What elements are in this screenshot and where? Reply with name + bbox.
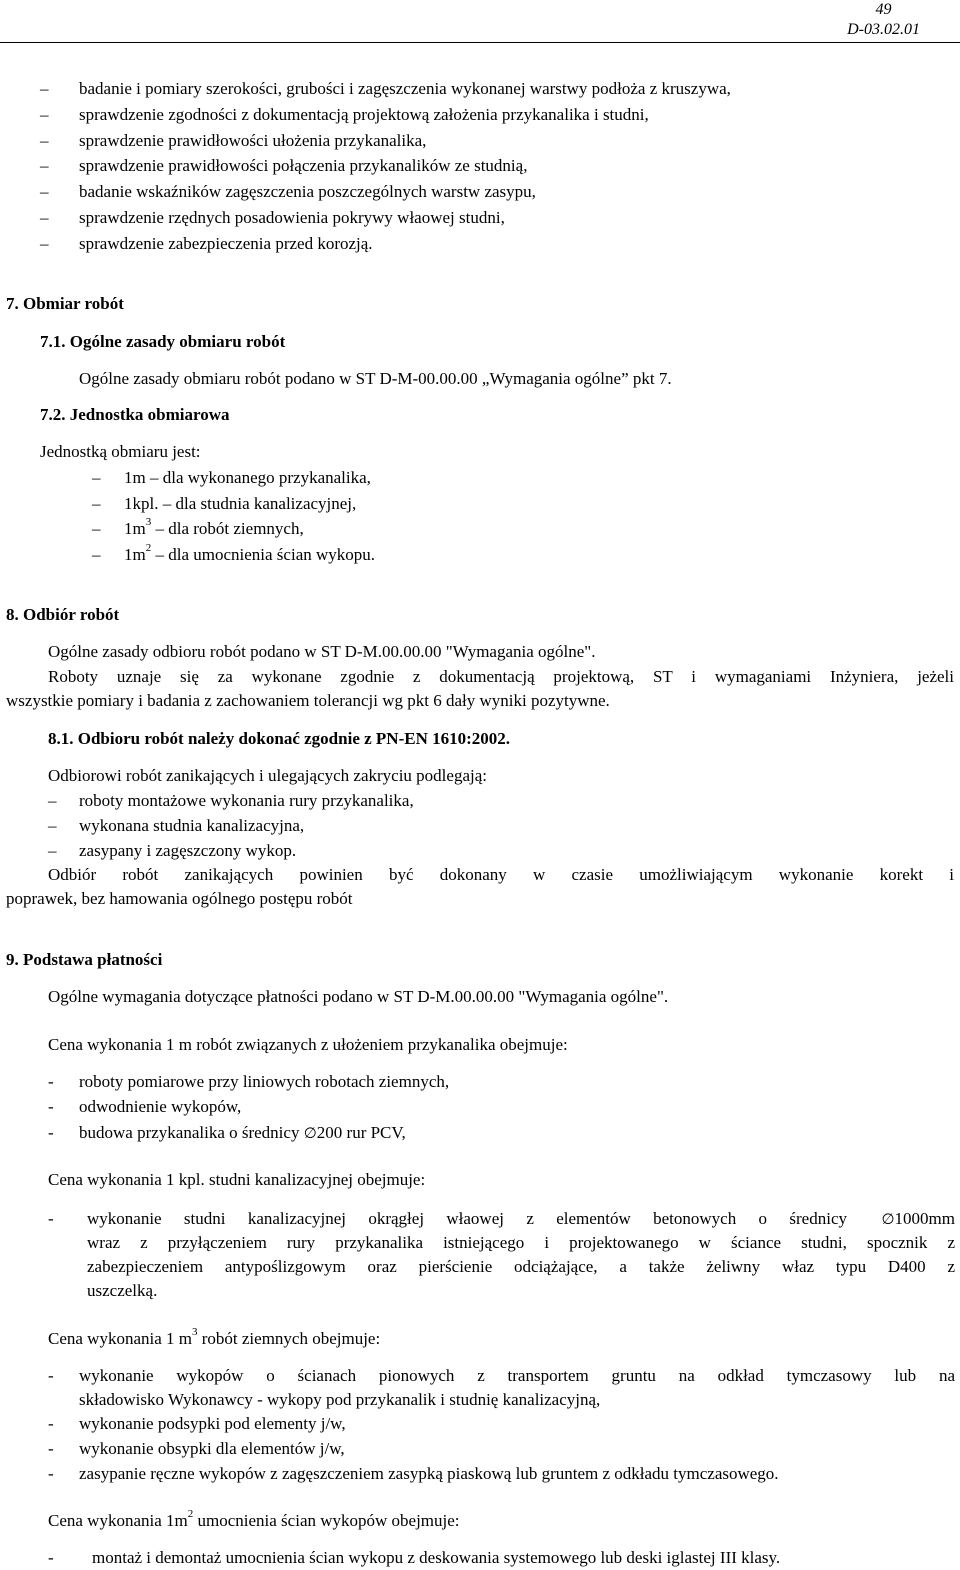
list-bullet: – [92, 545, 101, 564]
list-item: sprawdzenie zgodności z dokumentacją projektową założenia przykanalika i studni, [79, 105, 649, 124]
list-item: wykonanie podsypki pod elementy j/w, [79, 1414, 346, 1433]
list-item: roboty montażowe wykonania rury przykanalika, [79, 791, 414, 810]
section-7-2-intro: Jednostką obmiaru jest: [40, 442, 201, 461]
list-item-cont: składowisko Wykonawcy - wykopy pod przykanalik i studnię kanalizacyjną, [79, 1390, 601, 1409]
section-7-1-text: Ogólne zasady obmiaru robót podano w ST D-M-00.00.00 „Wymagania ogólne” pkt 7. [79, 369, 672, 388]
diameter-symbol: ∅ [303, 1124, 317, 1142]
section-8-1-paragraph-cont: poprawek, bez hamowania ogólnego postępu robót [6, 889, 353, 908]
section-9-heading: 9. Podstawa płatności [6, 950, 163, 969]
list-item: sprawdzenie zabezpieczenia przed korozją. [79, 234, 373, 253]
page-number: 49 [875, 1, 892, 18]
list-bullet: - [48, 1097, 54, 1116]
list-item: zasypanie ręczne wykopów z zagęszczeniem zasypką piaskową lub gruntem z odkładu tymczasowego. [79, 1464, 779, 1483]
list-item: wykonana studnia kanalizacyjna, [79, 816, 305, 835]
price-2-title: Cena wykonania 1 kpl. studni kanalizacyjnej obejmuje: [48, 1170, 426, 1189]
list-item: badanie i pomiary szerokości, grubości i zagęszczenia wykonanej warstwy podłoża z kruszywa, [79, 79, 731, 98]
header-divider [0, 42, 960, 43]
list-bullet: - [48, 1439, 54, 1458]
list-item-cont: wraz z przyłączeniem rury przykanalika istniejącego i projektowanego w ściance studni, spocznik z [87, 1233, 955, 1252]
list-bullet: - [48, 1414, 54, 1433]
section-9-general: Ogólne wymagania dotyczące płatności podano w ST D-M.00.00.00 "Wymagania ogólne". [48, 987, 669, 1006]
list-item: wykonanie obsypki dla elementów j/w, [79, 1439, 345, 1458]
list-item: roboty pomiarowe przy liniowych robotach ziemnych, [79, 1072, 450, 1091]
list-item: 1m – dla wykonanego przykanalika, [124, 468, 371, 487]
list-bullet: – [40, 131, 49, 150]
list-item: sprawdzenie prawidłowości połączenia przykanalików ze studnią, [79, 156, 528, 175]
section-8-text: Ogólne zasady odbioru robót podano w ST D-M.00.00.00 "Wymagania ogólne". [48, 642, 596, 661]
list-bullet: – [48, 816, 57, 835]
list-item: wykonanie wykopów o ścianach pionowych z transportem gruntu na odkład tymczasowy lub na [79, 1366, 955, 1385]
section-8-1-heading: 8.1. Odbioru robót należy dokonać zgodnie z PN-EN 1610:2002. [48, 729, 511, 748]
price-4-title: Cena wykonania $1m^2$ umocnienia ścian wykopów obejmuje: [48, 1508, 460, 1530]
document-code: D-03.02.01 [847, 21, 920, 38]
list-bullet: - [48, 1366, 54, 1385]
section-8-heading: 8. Odbiór robót [6, 605, 120, 624]
price-3-title: Cena wykonania 1 $m^3$ robót ziemnych obejmuje: [48, 1326, 381, 1348]
list-bullet: – [40, 156, 49, 175]
section-8-1-paragraph: Odbiór robót zanikających powinien być dokonany w czasie umożliwiającym wykonanie korekt i [48, 865, 954, 884]
list-item: budowa przykanalika o średnicy ∅200 rur PCV, [79, 1123, 406, 1142]
list-bullet: – [48, 791, 57, 810]
list-item: 1kpl. – dla studnia kanalizacyjnej, [124, 494, 357, 513]
list-item: wykonanie studni kanalizacyjnej okrągłej właowej z elementów betonowych o średnicy ∅1000mm [87, 1209, 955, 1228]
section-8-paragraph: Roboty uznaje się za wykonane zgodnie z dokumentacją projektową, ST i wymaganiami Inżyniera, jeżeli [48, 667, 954, 686]
list-item-cont: uszczelką. [87, 1281, 158, 1300]
list-bullet: – [40, 79, 49, 98]
page-header [847, 0, 920, 40]
price-1-title: Cena wykonania 1 m robót związanych z ułożeniem przykanalika obejmuje: [48, 1035, 568, 1054]
list-item: $1m^2$ – dla umocnienia ścian wykopu. [124, 542, 376, 564]
list-item: zasypany i zagęszczony wykop. [79, 841, 297, 860]
list-bullet: - [48, 1548, 54, 1567]
list-bullet: – [92, 519, 101, 538]
section-8-paragraph-cont: wszystkie pomiary i badania z zachowaniem tolerancji wg pkt 6 dały wyniki pozytywne. [6, 691, 610, 710]
list-item: $1m^3$ – dla robót ziemnych, [124, 516, 304, 538]
list-bullet: - [48, 1123, 54, 1142]
section-7-heading: 7. Obmiar robót [6, 294, 124, 313]
list-bullet: – [40, 182, 49, 201]
list-bullet: – [40, 208, 49, 227]
list-bullet: – [48, 841, 57, 860]
list-bullet: - [48, 1464, 54, 1483]
list-item-cont: zabezpieczeniem antypoślizgowym oraz pierścienie odciążające, a także żeliwny właz typu D400 z [87, 1257, 955, 1276]
list-bullet: – [92, 494, 101, 513]
list-bullet: - [48, 1072, 54, 1091]
list-bullet: – [92, 468, 101, 487]
list-item: sprawdzenie prawidłowości ułożenia przykanalika, [79, 131, 427, 150]
section-7-1-heading: 7.1. Ogólne zasady obmiaru robót [40, 332, 286, 351]
list-bullet: – [40, 234, 49, 253]
diameter-symbol: ∅ [881, 1210, 895, 1228]
list-bullet: - [48, 1209, 54, 1228]
list-item: odwodnienie wykopów, [79, 1097, 242, 1116]
list-bullet: – [40, 105, 49, 124]
section-8-1-intro: Odbiorowi robót zanikających i ulegających zakryciu podlegają: [48, 766, 487, 785]
list-item: badanie wskaźników zagęszczenia poszczególnych warstw zasypu, [79, 182, 536, 201]
list-item: montaż i demontaż umocnienia ścian wykopu z deskowania systemowego lub deski iglastej III klasy. [92, 1548, 781, 1567]
section-7-2-heading: 7.2. Jednostka obmiarowa [40, 405, 230, 424]
list-item: sprawdzenie rzędnych posadowienia pokrywy właowej studni, [79, 208, 505, 227]
